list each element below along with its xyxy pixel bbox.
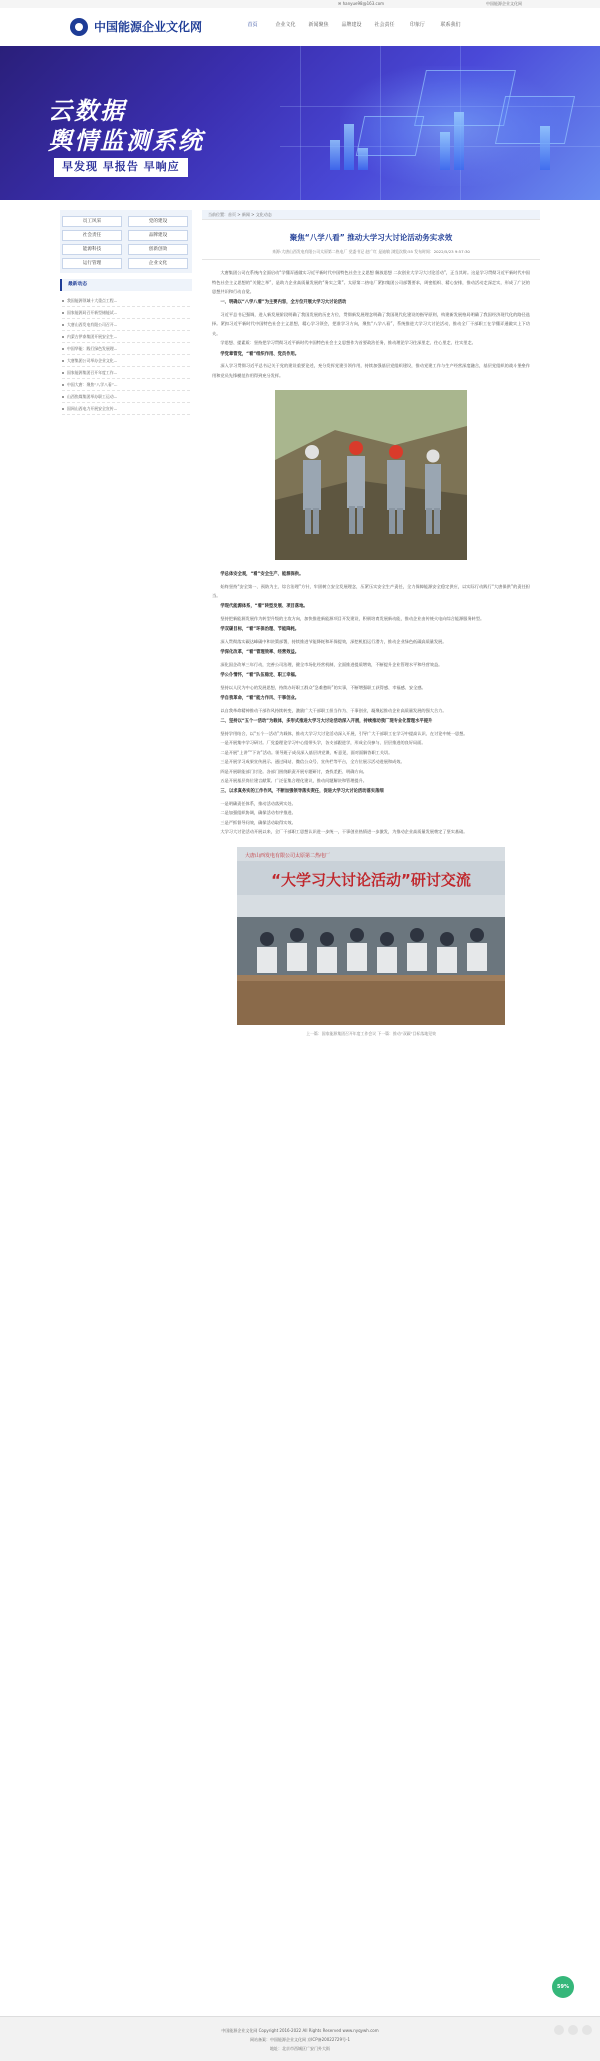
banner-bar — [440, 132, 450, 170]
article-meta: 来源:大唐山西发电有限公司太原第二热电厂 党委书记 赵广红 是迪敏 浏览次数:55 发布时间：2022/5/23 9:57:30 — [202, 249, 540, 260]
category-button[interactable]: 社会责任 — [62, 230, 122, 241]
banner-screen-pane — [495, 96, 575, 144]
bullet-icon — [62, 360, 64, 362]
section-heading: 三、以求真务实的工作作风，不断加强领导落实责任，促进大学习大讨论活动落实落细 — [220, 789, 384, 795]
nav-home[interactable]: 首页 — [247, 22, 258, 28]
banner-slogan: 早发现 早报告 早响应 — [54, 158, 188, 177]
paragraph: 以自我革命精神推动干部作风持续转变，激励广大干部职工担当作为、干事创业，凝聚起推动企业高质量发展的强大合力。 — [220, 707, 447, 713]
site-footer — [0, 2016, 600, 2061]
paragraph: 深入学习贯彻习近平总书记关于党的建设重要论述，充分发挥党建引领作用，持续加强基层党组织建设，推动党建工作与生产经营深度融合，基层党组织的战斗堡垒作用和党员先锋模范作用得到充分发挥。 — [212, 363, 530, 378]
paragraph: 二是开展“上讲”“下访”活动。领导班子成员深入基层讲党课、听意见，面对面解答职工关切。 — [220, 749, 393, 755]
list-item[interactable]: 内蒙古伊泰集团开展安全生... — [62, 331, 190, 343]
paragraph: 大学习大讨论活动开展以来，全厂干部职工思想认识进一步统一，干事创业热情进一步激发，为推动企业高质量发展奠定了坚实基础。 — [220, 829, 468, 835]
article-photo-meeting — [237, 847, 505, 1025]
nav-contact[interactable]: 联系我们 — [440, 22, 461, 28]
article-title: 聚焦“八学八看” 推动大学习大讨论活动务实求效 — [289, 233, 453, 242]
footer-copyright: 中国能源企业文化网 Copyright 2016-2022 All Rights Reserved www.nyqywh.com — [221, 2028, 379, 2033]
paragraph: 坚持把新能源发展作为转型升级的主攻方向，加快推进新能源项目开发建设，积极培育发展新动能，推动企业由传统火电向综合能源服务转型。 — [220, 615, 485, 621]
latest-news-heading: 最新动态 — [60, 279, 192, 291]
paragraph: 二是加强组织协调，确保活动有序推进。 — [220, 810, 296, 816]
category-button[interactable]: 创新创效 — [128, 244, 188, 255]
article-body — [202, 260, 540, 1036]
paragraph: 一是明确责任体系，推动活动落到实处。 — [220, 800, 296, 806]
banner-grid-line — [300, 46, 301, 200]
nav-gallery[interactable]: 印象厅 — [409, 22, 425, 28]
category-button[interactable]: 运行管理 — [62, 258, 122, 269]
paragraph: 一是开展集中学习研讨。厂党委理论学习中心组带头学，各支部跟进学，形成全员参与、层层推进的良好局面。 — [220, 740, 426, 746]
contact-email: ✉ hanyue98@163.com — [338, 1, 385, 6]
bullet-icon — [62, 396, 64, 398]
subsection-heading: 学总体安全观，“看”安全生产、能源保供。 — [220, 571, 304, 577]
banner-bar — [540, 126, 550, 170]
list-item[interactable]: 大唐集团公司举办企业文化... — [62, 355, 190, 367]
bullet-icon — [62, 336, 64, 338]
list-item[interactable]: 我国能源领域十大重点工程... — [62, 295, 190, 307]
subsection-heading: 学公仆情怀，“看”队伍稳定、职工幸福。 — [220, 673, 300, 679]
section-heading: 二、坚持以“五个一活动”为载体，多形式推进大学习大讨论活动深入开展，持续推动我厂现专业化管理水平提升 — [220, 719, 433, 725]
article-photo-inspection — [275, 390, 467, 560]
banner-title-line2: 舆情监测系统 — [48, 127, 204, 155]
list-item[interactable]: 国家能源集团召开年度工作... — [62, 367, 190, 379]
paragraph: 三是严抓督导问效，确保活动取得实效。 — [220, 819, 296, 825]
paragraph: 学思想、提素质：坚持把学习贯彻习近平新时代中国特色社会主义思想作为首要政治任务，推动理论学习往深里走、往心里走、往实里走。 — [220, 340, 476, 346]
paragraph: 深化国企改革三年行动，完善公司治理，健全市场化经营机制，全面推进提质增效，不断提升企业管理水平和经营效益。 — [220, 661, 443, 667]
top-bar — [0, 0, 600, 8]
back-to-top-icon[interactable] — [582, 2025, 592, 2035]
category-button[interactable]: 企业文化 — [128, 258, 188, 269]
category-button[interactable]: 能源科技 — [62, 244, 122, 255]
paragraph: 大唐集团公司在系统内全面启动“学懂弄通做实习近平新时代中国特色社会主义思想 解放思想 二次创业大学习大讨论活动”，正当其时。这是学习贯彻习近平新时代中国特色社会主义思想的“关键之举”，是助力企业高质量发展的“务实之策”。太原第二热电厂紧扣集团公司部署要求，周密组织、精心安排，推动活动走深走实，形成了广泛的思想共识和行动自觉。 — [212, 270, 530, 294]
latest-news-list — [60, 291, 192, 419]
banner-bar — [330, 140, 340, 170]
progress-badge[interactable]: 59% — [552, 1976, 574, 1998]
top-links[interactable]: 中国能源企业文化网 — [486, 1, 522, 6]
list-item[interactable]: 大唐山西发电有限公司召开... — [62, 319, 190, 331]
list-item[interactable]: 国网山西电力开展安全宣传... — [62, 403, 190, 415]
paragraph: 深入贯彻落实碳达峰碳中和决策部署，持续推进节能降耗和环保提效，深挖机组运行潜力，推动企业绿色低碳高质量发展。 — [220, 638, 447, 644]
footer-address: 地址：北京市西城区广安门外大街 — [270, 2046, 330, 2051]
sidebar — [60, 210, 192, 419]
hero-banner[interactable] — [0, 46, 600, 200]
banner-bar — [358, 148, 368, 170]
bullet-icon — [62, 324, 64, 326]
main-nav — [236, 22, 467, 30]
site-header — [0, 8, 600, 46]
meeting-photo-illustration — [237, 847, 505, 1025]
bullet-icon — [62, 348, 64, 350]
paragraph: 习近平总书记强调，进入新发展阶段明确了我国发展的历史方位，贯彻新发展理念明确了我国现代化建设的指导原则，构建新发展格局明确了我国经济现代化的路径选择。紧扣习近平新时代中国特色社会主义思想，精心学习领会，把准学习方向，聚焦“八学八看”，系统推进大学习大讨论活动，推动全厂干部职工在学懂弄通做实上下功夫。 — [212, 311, 530, 336]
category-button[interactable]: 员工风采 — [62, 216, 122, 227]
footer-icp[interactable]: 网站备案：中国能源企业文化网 京ICP备20022729号-1 — [249, 2037, 350, 2042]
paragraph: 四是开展职能部门讨论。各部门围绕职责开展专题研讨，查找差距、明确方向。 — [220, 768, 367, 774]
share-icon[interactable] — [554, 2025, 564, 2035]
bullet-icon — [62, 372, 64, 374]
floating-tools — [554, 2025, 592, 2035]
bullet-icon — [62, 384, 64, 386]
section-heading: 一、明确以“八学八看”为主要内容，全方位开展大学习大讨论活动 — [220, 300, 347, 306]
banner-title-line1: 云数据 — [48, 97, 126, 125]
breadcrumb[interactable]: 当前位置：首页 > 新闻 > 文化动态 — [202, 210, 540, 220]
list-item[interactable]: 国家能源局召开新型储能试... — [62, 307, 190, 319]
article-container — [202, 210, 540, 1036]
nav-news[interactable]: 新闻聚焦 — [308, 22, 329, 28]
category-button[interactable]: 品牌建设 — [128, 230, 188, 241]
paragraph: 始终坚持“安全第一、预防为主、综合治理”方针，牢固树立安全发展理念，压紧压实安全生产责任，全力保障能源安全稳定供应，以实际行动践行“大唐保供”的责任担当。 — [212, 583, 530, 598]
bullet-icon — [62, 408, 64, 410]
banner-bar — [454, 112, 464, 170]
site-logo[interactable] — [70, 16, 202, 38]
prev-next-links[interactable]: 上一篇：国家能源集团召开年度工作会议 下一篇：推动“双碳”目标落地见效 — [306, 1030, 436, 1036]
logo-icon — [70, 18, 88, 36]
subsection-heading: 学深化改革，“看”管理效率、经营效益。 — [220, 650, 300, 656]
list-item[interactable]: 中国大唐：聚焦“八学八看”... — [62, 379, 190, 391]
category-buttons — [60, 210, 192, 273]
logo-text: 中国能源企业文化网 — [94, 20, 203, 34]
nav-culture[interactable]: 企业文化 — [275, 22, 296, 28]
nav-responsibility[interactable]: 社会责任 — [374, 22, 395, 28]
meeting-banner-text: “大学习大讨论活动”研讨交流 — [271, 870, 471, 889]
workers-photo-illustration — [275, 390, 467, 560]
nav-brand[interactable]: 品牌建设 — [341, 22, 362, 28]
wechat-icon[interactable] — [568, 2025, 578, 2035]
category-button[interactable]: 党的建设 — [128, 216, 188, 227]
paragraph: 坚持以人民为中心的发展思想，持续办好职工群众“急难愁盼”的实事，不断增强职工获得感、幸福感、安全感。 — [220, 684, 426, 690]
paragraph: 五是开展基层岗位建言献策。广泛征集合理化建议，推动问题解决和管理提升。 — [220, 777, 367, 783]
bullet-icon — [62, 312, 64, 314]
subsection-heading: 学双碳目标，“看”环保治理、节能降耗。 — [220, 627, 300, 633]
subsection-heading: 学党章管党，“看”组织作用、党员作用。 — [220, 351, 300, 357]
paragraph: 坚持学用结合，以“五个一活动”为载体，推动大学习大讨论活动深入开展，引导广大干部职工在学习中提高认识、在讨论中统一思想。 — [220, 730, 468, 736]
banner-bar — [344, 124, 354, 170]
list-item[interactable]: 山西焦煤集团举办职工运动... — [62, 391, 190, 403]
subsection-heading: 学现代能源体系，“看”转型发展、项目落地。 — [220, 604, 308, 610]
list-item[interactable]: 中国华能：践行绿色发展理... — [62, 343, 190, 355]
subsection-heading: 学自我革命，“看”能力作风、干事创业。 — [220, 696, 300, 702]
meeting-sign-text: 大唐山西发电有限公司太原第二热电厂 — [245, 852, 331, 859]
bullet-icon — [62, 300, 64, 302]
paragraph: 三是开展学习成果宣传展示。通过网站、微信公众号、宣传栏等平台，全方位展示活动进展和成效。 — [220, 759, 405, 765]
